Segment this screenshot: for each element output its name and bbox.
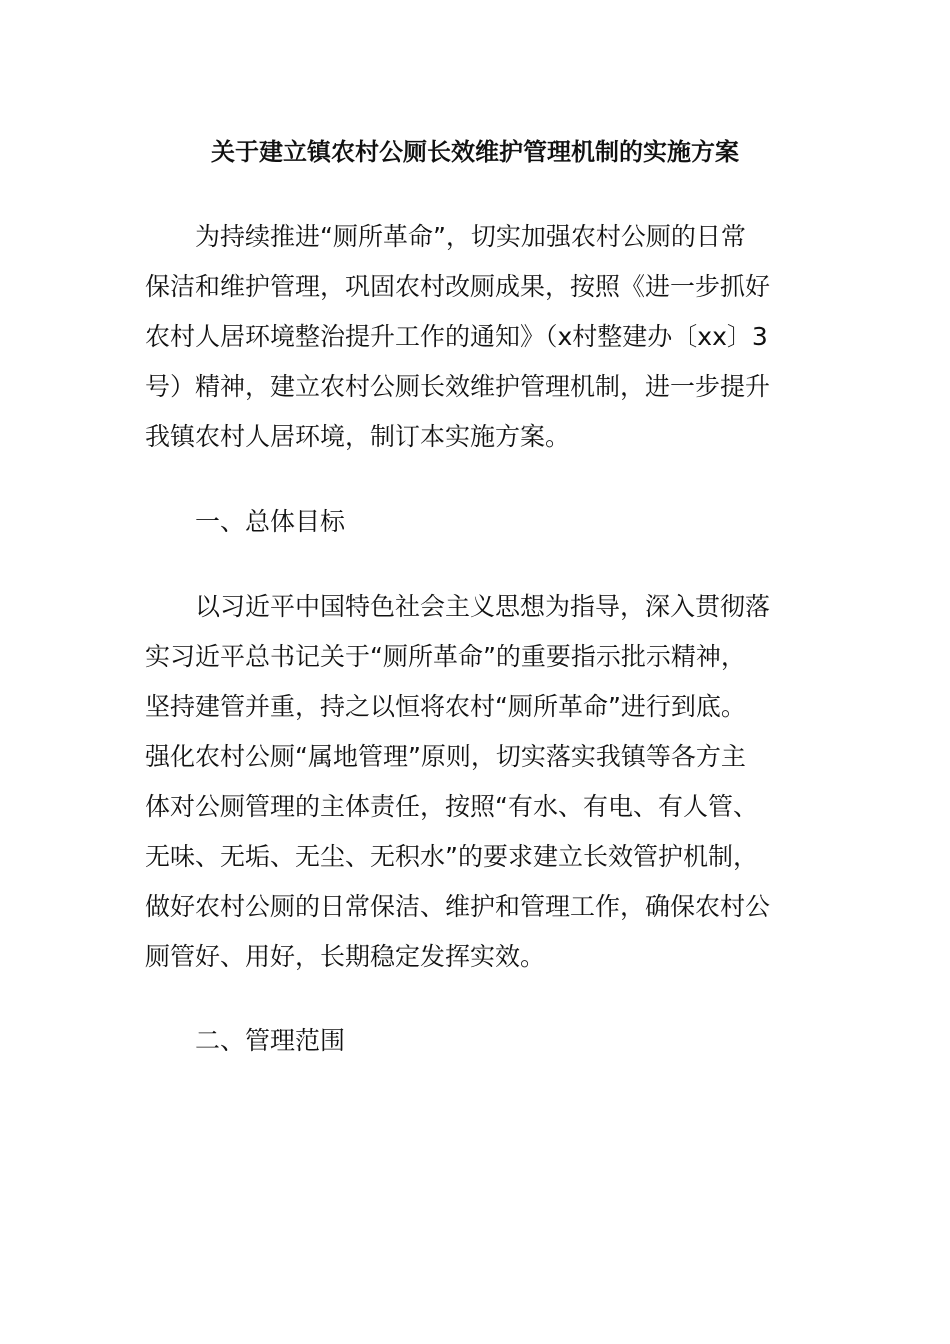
paragraph-line: 做好农村公厕的日常保洁、维护和管理工作，确保农村公 bbox=[145, 892, 771, 921]
paragraph-line: 保洁和维护管理，巩固农村改厕成果，按照《进一步抓好 bbox=[145, 272, 771, 301]
section-heading-overall-goal bbox=[145, 497, 805, 547]
paragraph-line: 农村人居环境整治提升工作的通知》（x村整建办〔xx〕3 bbox=[145, 322, 768, 351]
section-overall-goal-paragraph bbox=[145, 582, 805, 982]
paragraph-line: 为持续推进“厕所革命”，切实加强农村公厕的日常 bbox=[195, 222, 746, 251]
paragraph-line: 实习近平总书记关于“厕所革命”的重要指示批示精神， bbox=[145, 642, 746, 671]
paragraph-line: 无味、无垢、无尘、无积水”的要求建立长效管护机制， bbox=[145, 842, 758, 871]
intro-paragraph bbox=[145, 212, 805, 462]
section-heading-text: 一、总体目标 bbox=[195, 507, 346, 536]
paragraph-line: 以习近平中国特色社会主义思想为指导，深入贯彻落 bbox=[195, 592, 771, 621]
document-title: 关于建立镇农村公厕长效维护管理机制的实施方案 bbox=[211, 138, 739, 166]
paragraph-line: 体对公厕管理的主体责任，按照“有水、有电、有人管、 bbox=[145, 792, 758, 821]
paragraph-line: 坚持建管并重，持之以恒将农村“厕所革命”进行到底。 bbox=[145, 692, 746, 721]
paragraph-line: 强化农村公厕“属地管理”原则，切实落实我镇等各方主 bbox=[145, 742, 746, 771]
section-heading-text: 二、管理范围 bbox=[195, 1026, 346, 1055]
paragraph-line: 我镇农村人居环境，制订本实施方案。 bbox=[145, 422, 571, 451]
paragraph-line: 号）精神，建立农村公厕长效维护管理机制，进一步提升 bbox=[145, 372, 771, 401]
paragraph-line: 厕管好、用好，长期稳定发挥实效。 bbox=[145, 942, 546, 971]
section-heading-management-scope bbox=[145, 1016, 805, 1066]
